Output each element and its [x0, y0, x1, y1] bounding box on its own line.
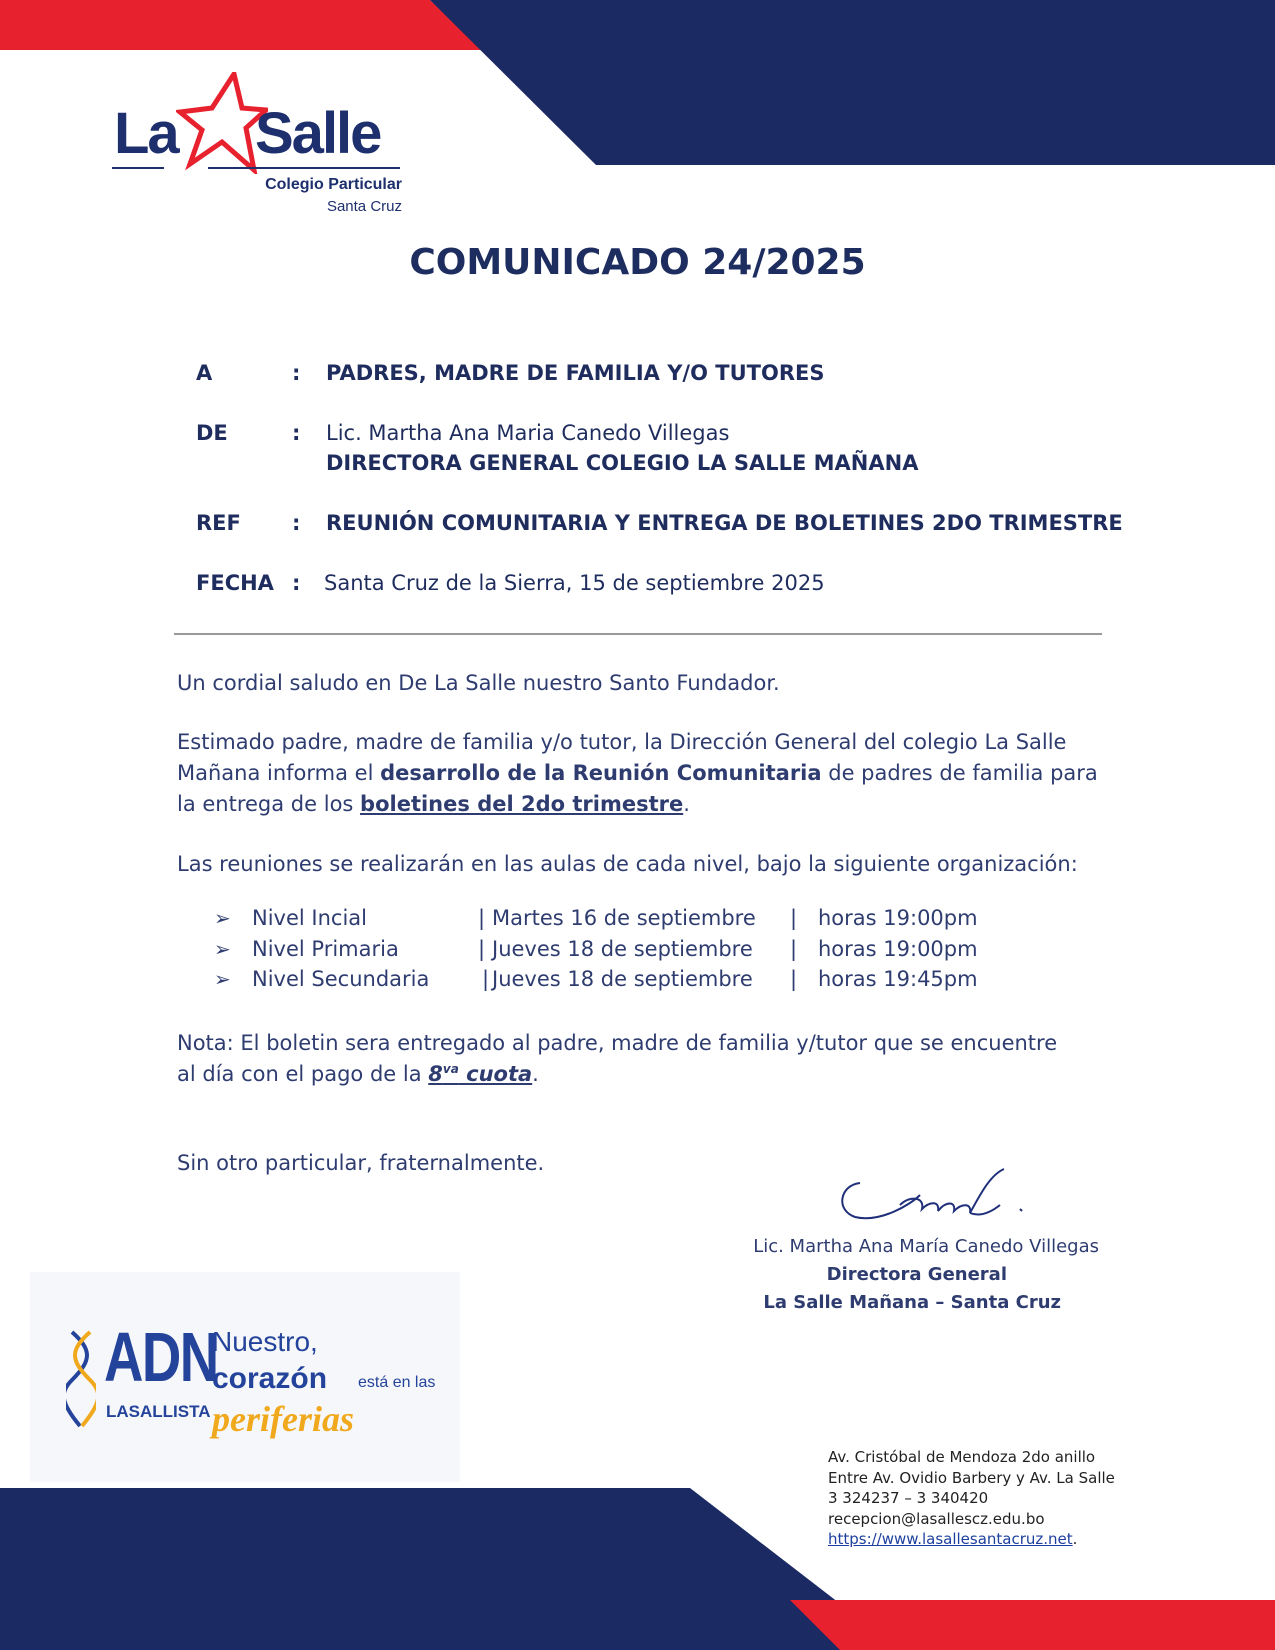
installment-reference [428, 1062, 532, 1086]
schedule-separator: | [478, 906, 486, 930]
adn-lasallista-text: LASALLISTA [106, 1402, 211, 1421]
schedule-separator: | [790, 967, 798, 991]
installment-word: cuota [458, 1062, 533, 1086]
contact-address-line: Entre Av. Ovidio Barbery y Av. La Salle [828, 1468, 1115, 1487]
header-key-ref: REF [196, 511, 241, 535]
list-item [214, 937, 1014, 968]
handwritten-signature [830, 1165, 1030, 1235]
logo-city: Santa Cruz [326, 198, 402, 215]
note-text: . [532, 1062, 539, 1086]
schedule-level: Nivel Primaria [252, 936, 399, 961]
schedule-separator: | [482, 967, 490, 991]
schedule-list [214, 906, 1014, 998]
arrow-bullet-icon: ➢ [214, 936, 231, 961]
arrow-bullet-icon: ➢ [214, 906, 231, 930]
adn-lasallista-banner [30, 1272, 460, 1482]
schedule-date: Jueves 18 de septiembre [492, 967, 753, 991]
logo-word-la: La [114, 101, 178, 166]
note-line: Nota: El boletin sera entregado al padre, madre de familia y/tutor que se encuentre [177, 1031, 1058, 1055]
contact-phones: 3 324237 – 3 340420 [828, 1489, 989, 1507]
note-line [177, 1059, 1107, 1090]
note-text: al día con el pago de la [177, 1062, 429, 1086]
schedule-separator: | [478, 936, 486, 961]
logo-rule-left [112, 167, 164, 169]
header-value-date: Santa Cruz de la Sierra, 15 de septiembre 2025 [324, 571, 825, 595]
schedule-date: Martes 16 de septiembre [492, 906, 756, 930]
la-salle-logo [112, 72, 412, 222]
schedule-level: Nivel Secundaria [252, 967, 430, 991]
list-item [214, 967, 1014, 998]
header-key-date: FECHA [196, 571, 274, 595]
header-colon: : [292, 511, 301, 535]
body-text: . [683, 792, 690, 816]
arrow-bullet-icon: ➢ [214, 967, 231, 991]
contact-text: . [1072, 1530, 1078, 1548]
contact-address-line: Av. Cristóbal de Mendoza 2do anillo [828, 1448, 1096, 1466]
logo-rule-right [208, 167, 400, 169]
header-value-from-title: DIRECTORA GENERAL COLEGIO LA SALLE MAÑANA [326, 451, 919, 475]
installment-ordinal: va [442, 1062, 459, 1076]
header-value-ref: REUNIÓN COMUNITARIA Y ENTREGA DE BOLETINES 2DO TRIMESTRE [326, 511, 1123, 535]
body-line [177, 789, 1107, 820]
header-value-to: PADRES, MADRE DE FAMILIA Y/O TUTORES [326, 361, 825, 385]
logo-word-salle: Salle [255, 101, 381, 166]
schedule-time: horas 19:00pm [818, 936, 978, 961]
body-text: Mañana informa el [177, 761, 381, 785]
header-colon: : [292, 361, 301, 385]
schedule-level: Nivel Incial [252, 906, 367, 930]
signer-organization: La Salle Mañana – Santa Cruz [763, 1292, 1061, 1313]
closing-line: Sin otro particular, fraternalmente. [177, 1151, 545, 1175]
adn-slogan-line2: corazón [212, 1362, 328, 1395]
schedule-time: horas 19:00pm [818, 906, 978, 930]
installment-number: 8 [428, 1062, 443, 1086]
signer-role: Directora General [826, 1264, 1007, 1285]
body-text: la entrega de los [177, 792, 361, 816]
contact-block [828, 1447, 1115, 1550]
contact-email[interactable]: recepcion@lasallescz.edu.bo [828, 1509, 1045, 1528]
body-text: de padres de familia para [821, 761, 1098, 785]
document-title: COMUNICADO 24/2025 [409, 242, 866, 283]
list-item [214, 906, 1014, 937]
adn-slogan-line2-small: está en las [358, 1374, 436, 1391]
schedule-separator: | [790, 936, 798, 961]
greeting-paragraph: Un cordial saludo en De La Salle nuestro Santo Fundador. [177, 671, 780, 695]
adn-wordmark: ADN [104, 1318, 218, 1396]
schedule-date: Jueves 18 de septiembre [492, 936, 753, 961]
body-emphasis-underlined: boletines del 2do trimestre [360, 792, 684, 816]
body-line: Estimado padre, madre de familia y/o tutor, la Dirección General del colegio La Salle [177, 730, 1067, 754]
logo-subtitle: Colegio Particular [265, 176, 402, 193]
body-emphasis: desarrollo de la Reunión Comunitaria [380, 761, 822, 785]
signer-name: Lic. Martha Ana María Canedo Villegas [753, 1236, 1099, 1257]
body-paragraph-2: Las reuniones se realizarán en las aulas de cada nivel, bajo la siguiente organización: [177, 852, 1078, 876]
adn-slogan-line1: Nuestro, [212, 1326, 318, 1357]
note-paragraph [177, 1028, 1107, 1090]
contact-website-line [828, 1529, 1115, 1550]
body-paragraph-1 [177, 727, 1107, 820]
schedule-time: horas 19:45pm [818, 967, 978, 991]
adn-slogan-line3: periferias [212, 1399, 354, 1439]
header-divider [174, 633, 1102, 635]
schedule-separator: | [790, 906, 798, 930]
dna-helix-icon [66, 1330, 96, 1430]
website-link[interactable]: https://www.lasallesantacruz.net [828, 1530, 1073, 1548]
body-line [177, 758, 1107, 789]
header-colon: : [292, 571, 301, 595]
header-key-from: DE [196, 421, 228, 445]
header-key-to: A [196, 361, 213, 385]
header-value-from: Lic. Martha Ana Maria Canedo Villegas [326, 421, 730, 445]
header-colon: : [292, 421, 301, 445]
